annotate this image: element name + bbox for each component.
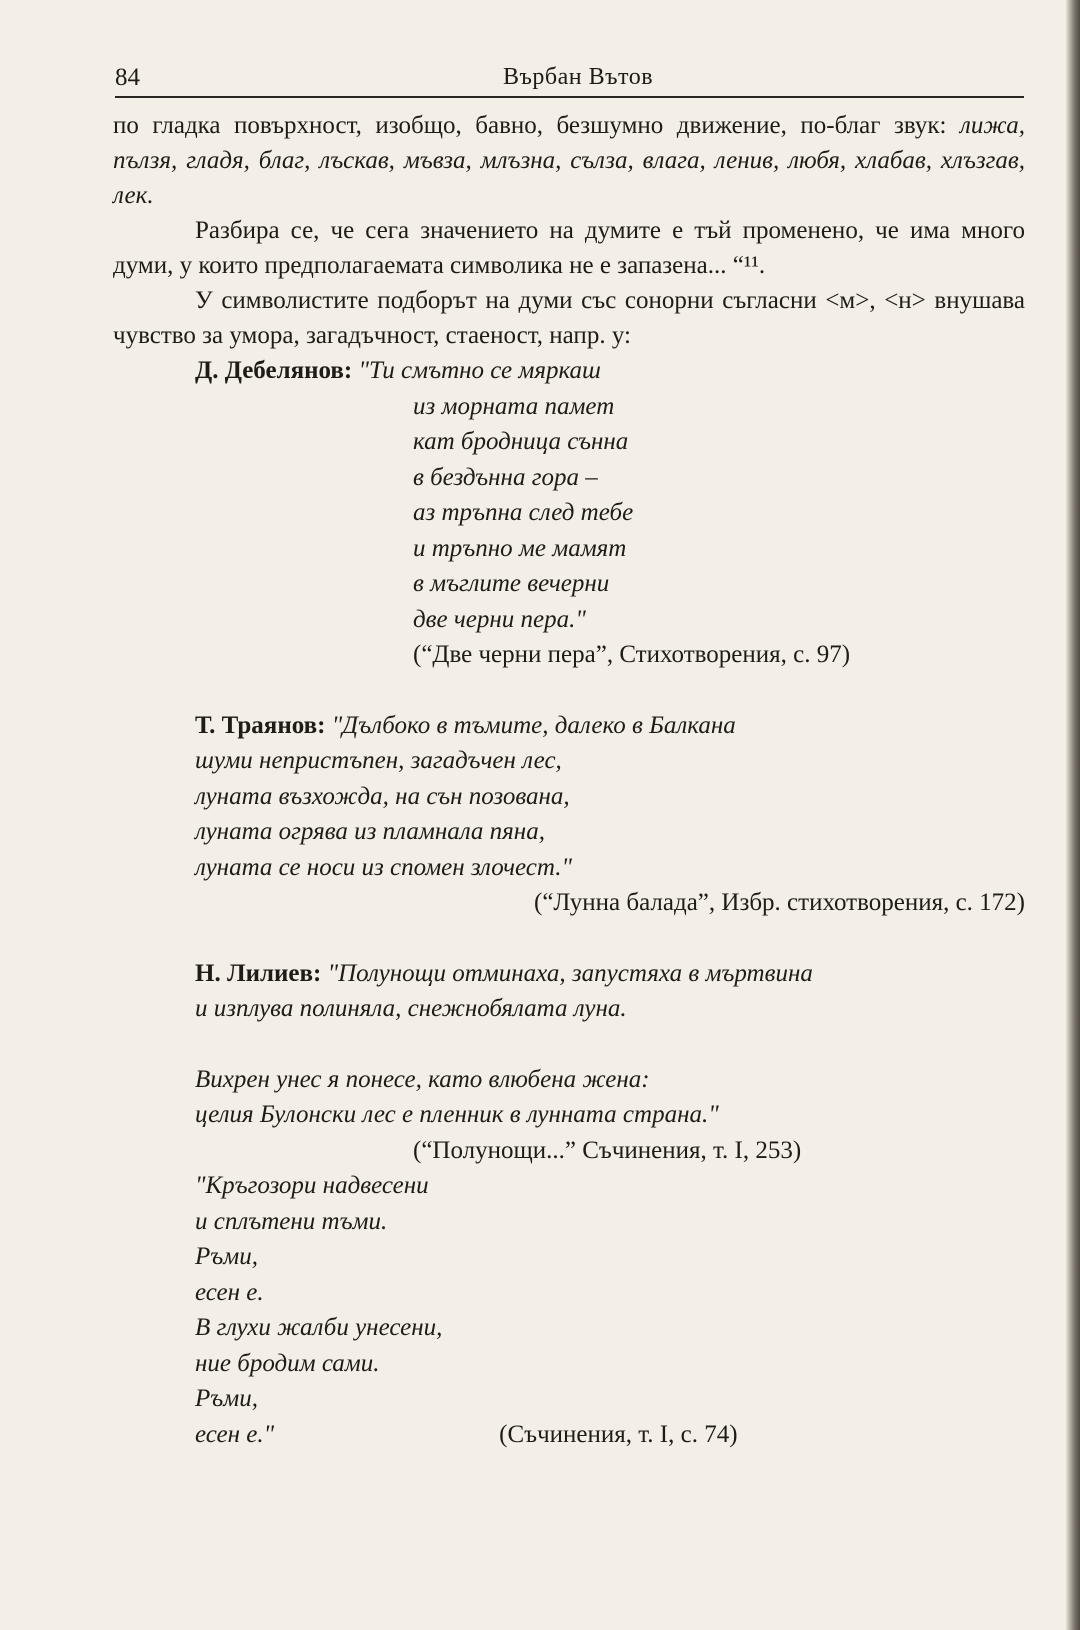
verse-line: в мъглите вечерни xyxy=(413,570,610,597)
verse-line: кат бродница сънна xyxy=(413,428,629,455)
quote-trayanov xyxy=(113,708,1025,921)
verse-line: "Ти смътно се мяркаш xyxy=(358,357,601,384)
body-text xyxy=(113,108,1025,1452)
spacer xyxy=(113,1027,1025,1062)
verse-line: луната огрява из пламнала пяна, xyxy=(195,818,545,845)
verse-line: луната се носи из спомен злочест." xyxy=(195,853,572,881)
page-number: 84 xyxy=(115,64,140,91)
verse-line: шуми непристъпен, загадъчен лес, xyxy=(195,747,562,774)
verse-line: из морната памет xyxy=(413,392,615,420)
example-words: лижа, пълзя, гладя, благ, лъскав, мъвза, млъзна, сълза, влага, ленив, любя, хлабав, хлъзгав, лек. xyxy=(113,112,1025,209)
paragraph-3: У символистите подборът на думи със сонорни съгласни <м>, <н> внушава чувство за умора, загадъчност, стаеност, напр. у: xyxy=(113,287,1025,349)
verse-line: Вихрен унес я понесе, като влюбена жена: xyxy=(195,1065,650,1093)
verse-line: есен е. xyxy=(195,1278,264,1306)
quote-2-source: (“Лунна балада”, Избр. стихотворения, с. 172) xyxy=(534,889,1025,916)
spacer xyxy=(113,921,1025,956)
verse-line: "Кръгозори надвесени xyxy=(195,1172,429,1199)
paragraph-1 xyxy=(113,108,1025,213)
verse-line: в бездънна гора – xyxy=(413,463,598,491)
verse-line: целия Булонски лес е пленник в лунната страна." xyxy=(195,1101,719,1128)
spacer xyxy=(113,673,1025,708)
quote-2-author: Т. Траянов: xyxy=(195,711,332,739)
verse-line: "Полунощи отминаха, запустяха в мъртвина xyxy=(327,959,813,987)
verse-line: В глухи жалби унесени, xyxy=(195,1314,443,1341)
verse-line: ние бродим сами. xyxy=(195,1349,380,1377)
quote-1-source: (“Две черни пера”, Стихотворения, с. 97) xyxy=(413,641,851,668)
verse-line: и сплътени тъми. xyxy=(195,1207,388,1235)
verse-line: Ръми, xyxy=(195,1243,258,1270)
verse-line: луната възхожда, на сън позована, xyxy=(195,782,570,810)
quote-liliev-2 xyxy=(113,1168,1025,1452)
verse-line: Ръми, xyxy=(195,1385,258,1412)
paragraph-2: Разбира се, че сега значението на думите е тъй променено, че има много думи, у които предполагаемата символика не е запазена... “¹¹. xyxy=(113,217,1025,279)
verse-line: две черни пера." xyxy=(413,605,586,633)
verse-line: "Дълбоко в тъмите, далеко в Балкана xyxy=(331,711,736,739)
quote-3-source: (“Полунощи...” Съчинения, т. I, 253) xyxy=(413,1136,802,1164)
quote-1-first-line xyxy=(113,353,1025,389)
page-header xyxy=(115,62,1024,98)
verse-line: аз тръпна след тебе xyxy=(413,499,634,526)
quote-3-author: Н. Лилиев: xyxy=(195,959,328,987)
quote-liliev xyxy=(113,956,1025,1169)
verse-line: и тръпно ме мамят xyxy=(413,534,627,562)
verse-line: есен е." xyxy=(195,1420,275,1448)
quote-4-source: (Съчинения, т. I, с. 74) xyxy=(499,1420,738,1448)
quote-1-author: Д. Дебелянов: xyxy=(195,357,359,384)
quote-3-first-line xyxy=(113,956,1025,992)
quote-debelyanov xyxy=(113,353,1025,673)
running-title: Върбан Вътов xyxy=(503,64,654,90)
verse-line: и изплува полиняла, снежнобялата луна. xyxy=(195,995,627,1022)
book-edge-shadow xyxy=(1066,0,1080,1630)
quote-2-first-line xyxy=(113,708,1025,744)
quote-4-last-line xyxy=(113,1417,1025,1453)
paragraph-1-text: по гладка повърхност, изобщо, бавно, безшумно движение, по-благ звук: xyxy=(113,112,960,139)
